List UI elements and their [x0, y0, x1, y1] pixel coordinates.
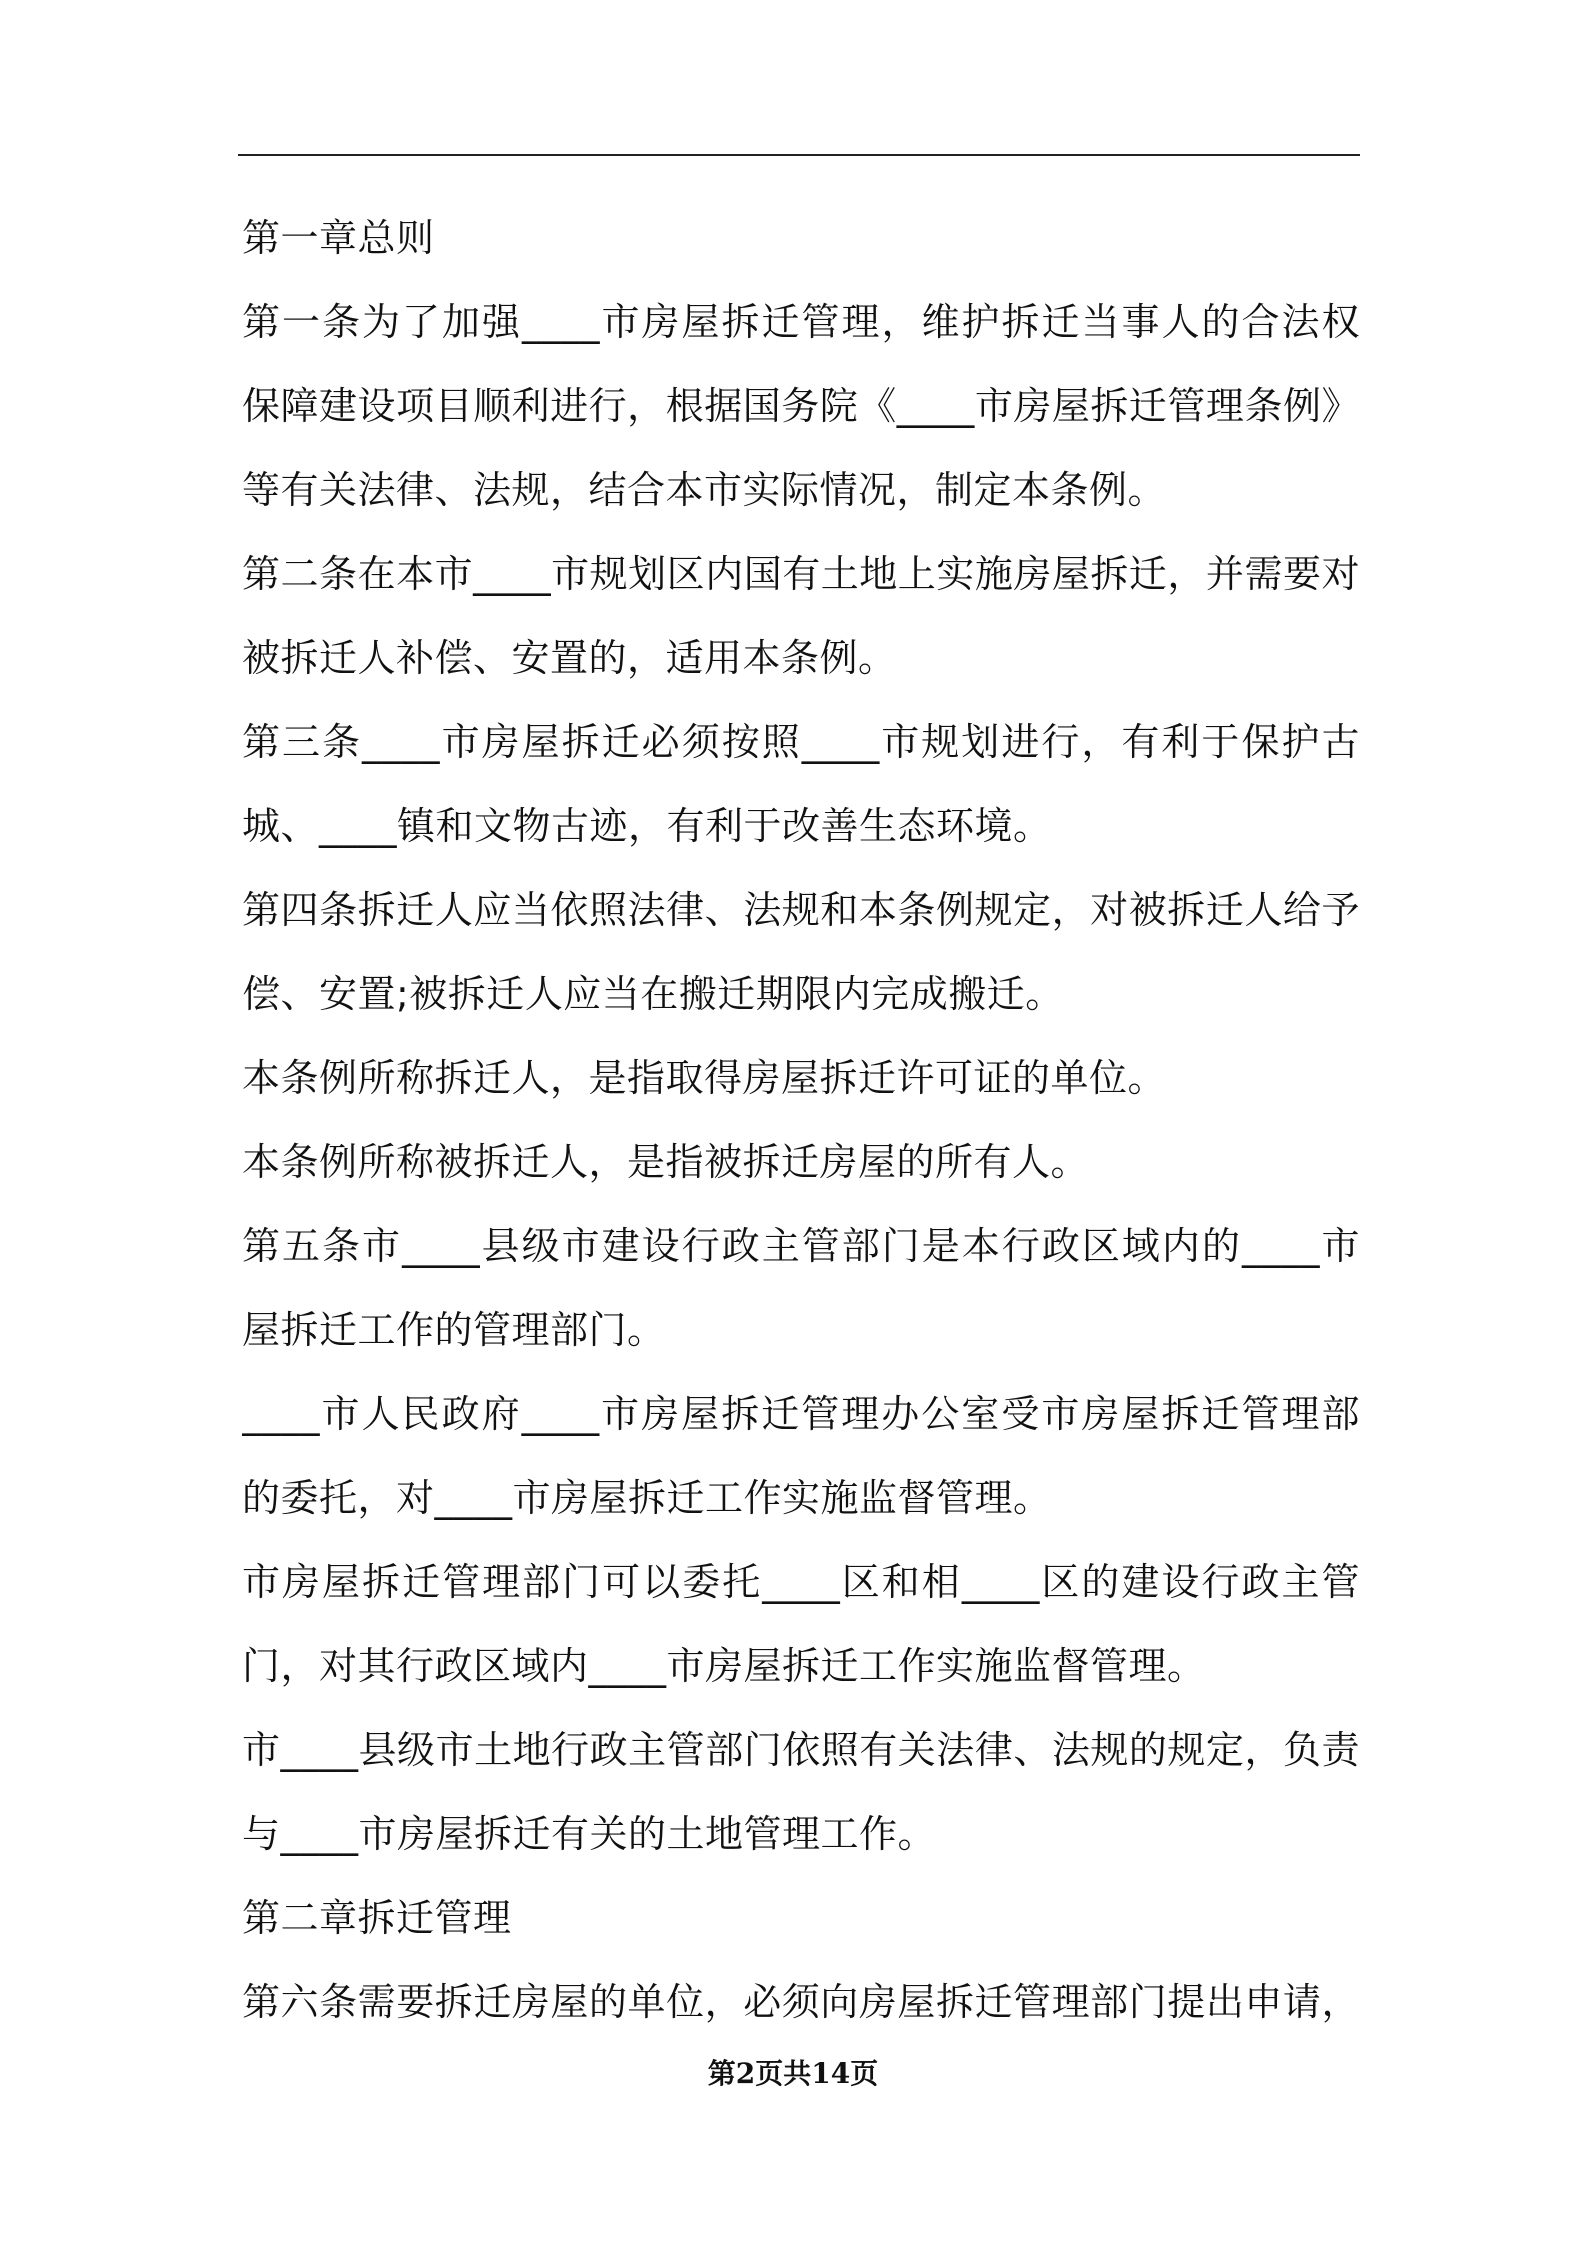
body-line: 第一条为了加强____市房屋拆迁管理，维护拆迁当事人的合法权 [242, 300, 1360, 344]
body-line: 本条例所称被拆迁人，是指被拆迁房屋的所有人。 [242, 1140, 1090, 1184]
header-rule [238, 154, 1360, 156]
document-body [242, 196, 1360, 2044]
body-line: 屋拆迁工作的管理部门。 [242, 1308, 666, 1352]
body-line: 市____县级市土地行政主管部门依照有关法律、法规的规定，负责 [242, 1728, 1360, 1772]
body-line: 被拆迁人补偿、安置的，适用本条例。 [242, 636, 897, 680]
body-line: 偿、安置;被拆迁人应当在搬迁期限内完成搬迁。 [242, 972, 1064, 1016]
body-line: 等有关法律、法规，结合本市实际情况，制定本条例。 [242, 468, 1167, 512]
body-line: 本条例所称拆迁人，是指取得房屋拆迁许可证的单位。 [242, 1056, 1167, 1100]
body-line: 保障建设项目顺利进行，根据国务院《____市房屋拆迁管理条例》 [242, 384, 1360, 428]
chapter-heading: 第一章总则 [242, 216, 435, 260]
chapter-heading: 第二章拆迁管理 [242, 1896, 512, 1940]
body-line: 市房屋拆迁管理部门可以委托____区和相____区的建设行政主管 [242, 1560, 1360, 1604]
body-line: 与____市房屋拆迁有关的土地管理工作。 [242, 1812, 937, 1856]
body-line: 门，对其行政区域内____市房屋拆迁工作实施监督管理。 [242, 1644, 1206, 1688]
body-line: 第三条____市房屋拆迁必须按照____市规划进行，有利于保护古 [242, 720, 1360, 764]
body-line: 第四条拆迁人应当依照法律、法规和本条例规定，对被拆迁人给予 [242, 888, 1360, 932]
body-line: 的委托，对____市房屋拆迁工作实施监督管理。 [242, 1476, 1052, 1520]
body-line: 第六条需要拆迁房屋的单位，必须向房屋拆迁管理部门提出申请， [242, 1980, 1360, 2024]
body-line: 城、____镇和文物古迹，有利于改善生态环境。 [242, 804, 1052, 848]
page-number: 第2页共14页 [707, 2057, 879, 2090]
body-line: 第五条市____县级市建设行政主管部门是本行政区域内的____市 [242, 1224, 1360, 1268]
body-line: ____市人民政府____市房屋拆迁管理办公室受市房屋拆迁管理部 [242, 1392, 1360, 1436]
body-line: 第二条在本市____市规划区内国有土地上实施房屋拆迁，并需要对 [242, 552, 1360, 596]
